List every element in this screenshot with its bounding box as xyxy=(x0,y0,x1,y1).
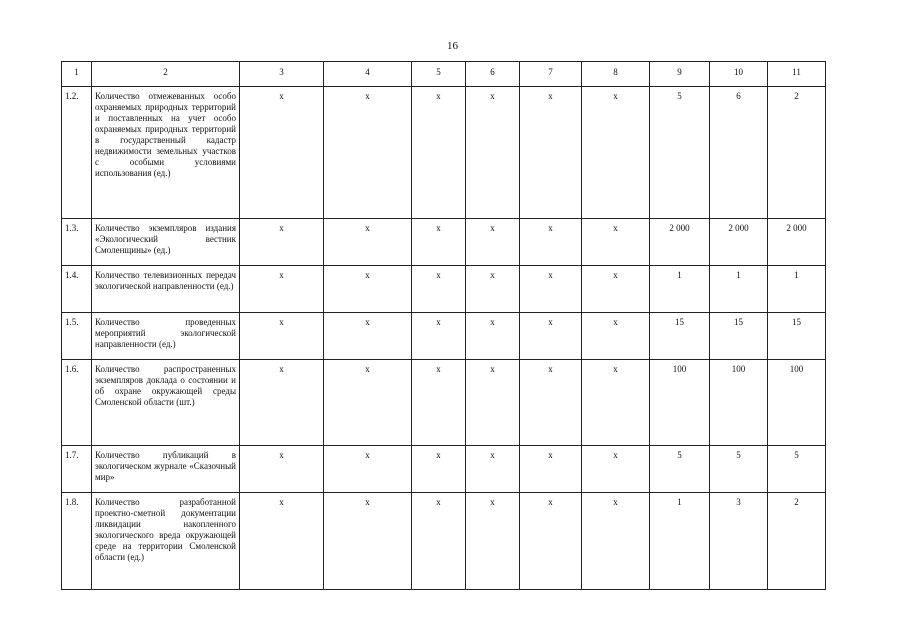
indicator-value: x xyxy=(520,360,582,446)
indicator-value: x xyxy=(520,493,582,590)
row-number: 1.4. xyxy=(62,266,92,313)
row-number: 1.8. xyxy=(62,493,92,590)
column-header: 7 xyxy=(520,62,582,87)
indicator-value: 1 xyxy=(650,266,710,313)
indicator-value: 100 xyxy=(650,360,710,446)
indicators-table-wrapper xyxy=(61,61,825,590)
indicator-value: x xyxy=(240,87,324,219)
indicator-description: Количество телевизионных передач экологической направленности (ед.) xyxy=(92,266,240,313)
table-row xyxy=(62,266,826,313)
indicator-value: x xyxy=(466,266,520,313)
indicator-value: x xyxy=(240,493,324,590)
table-row xyxy=(62,493,826,590)
indicator-value: 15 xyxy=(768,313,826,360)
table-row xyxy=(62,446,826,493)
column-header: 9 xyxy=(650,62,710,87)
indicator-value: x xyxy=(324,493,412,590)
indicator-value: x xyxy=(324,446,412,493)
indicator-value: x xyxy=(520,219,582,266)
indicator-value: x xyxy=(520,446,582,493)
indicator-value: 15 xyxy=(650,313,710,360)
page-number: 16 xyxy=(447,40,458,52)
indicator-value: x xyxy=(582,266,650,313)
indicator-value: x xyxy=(240,360,324,446)
indicator-value: x xyxy=(324,266,412,313)
indicator-description: Количество отмежеванных особо охраняемых природных территорий и поставленных на учет особо охраняемых природных территорий в государственный кадастр недвижимости земельных участков с особыми условиями использования (ед.) xyxy=(92,87,240,219)
indicator-value: x xyxy=(240,313,324,360)
indicator-value: x xyxy=(466,87,520,219)
indicator-value: 1 xyxy=(768,266,826,313)
indicator-value: 5 xyxy=(650,446,710,493)
indicator-value: 100 xyxy=(710,360,768,446)
column-header: 4 xyxy=(324,62,412,87)
table-row xyxy=(62,219,826,266)
indicator-value: x xyxy=(466,493,520,590)
indicator-value: x xyxy=(240,266,324,313)
indicator-value: 1 xyxy=(650,493,710,590)
indicator-description: Количество разработанной проектно-сметной документации ликвидации накопленного экологического вреда окружающей среде на территории Смоленской области (ед.) xyxy=(92,493,240,590)
table-row xyxy=(62,360,826,446)
indicator-description: Количество экземпляров издания «Экологический вестник Смоленщины» (ед.) xyxy=(92,219,240,266)
indicator-value: x xyxy=(466,313,520,360)
indicator-value: x xyxy=(582,446,650,493)
row-number: 1.7. xyxy=(62,446,92,493)
table-row xyxy=(62,87,826,219)
indicator-value: x xyxy=(240,219,324,266)
indicator-description: Количество распространенных экземпляров доклада о состоянии и об охране окружающей среды Смоленской области (шт.) xyxy=(92,360,240,446)
indicator-value: x xyxy=(412,493,466,590)
row-number: 1.3. xyxy=(62,219,92,266)
column-header: 8 xyxy=(582,62,650,87)
indicator-value: x xyxy=(520,313,582,360)
indicator-value: x xyxy=(520,266,582,313)
indicator-value: 5 xyxy=(768,446,826,493)
row-number: 1.2. xyxy=(62,87,92,219)
indicator-value: 2 xyxy=(768,87,826,219)
indicator-value: x xyxy=(582,219,650,266)
indicator-value: x xyxy=(324,87,412,219)
indicator-value: x xyxy=(412,219,466,266)
indicator-value: x xyxy=(412,87,466,219)
indicator-description: Количество публикаций в экологическом журнале «Сказочный мир» xyxy=(92,446,240,493)
indicator-description: Количество проведенных мероприятий экологической направленности (ед.) xyxy=(92,313,240,360)
column-header: 1 xyxy=(62,62,92,87)
column-header: 3 xyxy=(240,62,324,87)
table-header-row xyxy=(62,62,826,87)
indicator-value: x xyxy=(412,360,466,446)
column-header: 5 xyxy=(412,62,466,87)
indicator-value: 1 xyxy=(710,266,768,313)
indicator-value: 2 000 xyxy=(650,219,710,266)
indicator-value: 100 xyxy=(768,360,826,446)
indicator-value: x xyxy=(412,313,466,360)
indicator-value: x xyxy=(412,446,466,493)
indicator-value: 15 xyxy=(710,313,768,360)
indicator-value: 5 xyxy=(650,87,710,219)
indicator-value: x xyxy=(582,313,650,360)
indicator-value: 2 000 xyxy=(710,219,768,266)
indicator-value: x xyxy=(324,313,412,360)
indicator-value: x xyxy=(324,219,412,266)
indicator-value: x xyxy=(466,219,520,266)
row-number: 1.5. xyxy=(62,313,92,360)
indicator-value: 3 xyxy=(710,493,768,590)
indicator-value: x xyxy=(466,360,520,446)
column-header: 11 xyxy=(768,62,826,87)
row-number: 1.6. xyxy=(62,360,92,446)
indicator-value: 2 000 xyxy=(768,219,826,266)
indicator-value: x xyxy=(466,446,520,493)
column-header: 2 xyxy=(92,62,240,87)
table-row xyxy=(62,313,826,360)
indicators-table xyxy=(61,61,826,590)
indicator-value: 2 xyxy=(768,493,826,590)
column-header: 6 xyxy=(466,62,520,87)
indicator-value: 6 xyxy=(710,87,768,219)
indicator-value: 5 xyxy=(710,446,768,493)
indicator-value: x xyxy=(582,493,650,590)
indicator-value: x xyxy=(582,360,650,446)
indicator-value: x xyxy=(240,446,324,493)
indicator-value: x xyxy=(324,360,412,446)
indicator-value: x xyxy=(520,87,582,219)
indicator-value: x xyxy=(412,266,466,313)
column-header: 10 xyxy=(710,62,768,87)
indicator-value: x xyxy=(582,87,650,219)
